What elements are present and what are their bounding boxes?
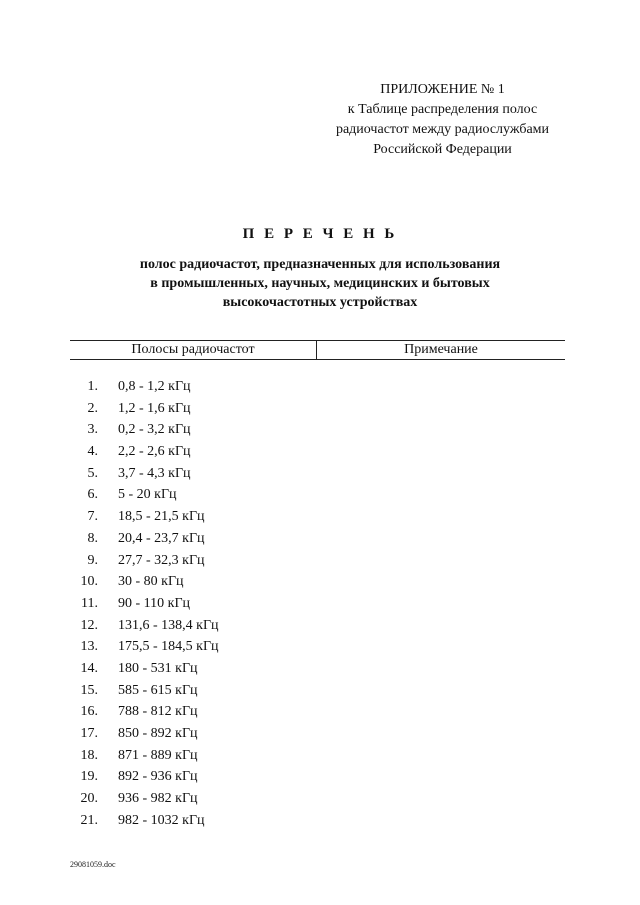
row-number: 18.: [80, 747, 98, 763]
row-number: 4.: [87, 444, 98, 460]
frequency-band: 2,2 - 2,6 кГц: [118, 444, 191, 460]
frequency-band: 936 - 982 кГц: [118, 791, 198, 807]
row-number: 8.: [87, 530, 98, 546]
frequency-band: 585 - 615 кГц: [118, 682, 198, 698]
file-name: 29081059.doc: [70, 860, 116, 869]
table-row: [70, 398, 565, 420]
table-row: [70, 701, 565, 723]
table-row: [70, 571, 565, 593]
frequency-band: 0,8 - 1,2 кГц: [118, 379, 191, 394]
frequency-band: 18,5 - 21,5 кГц: [118, 509, 205, 525]
table-row: [70, 723, 565, 745]
row-number: 11.: [81, 595, 98, 611]
row-number: 17.: [80, 726, 98, 741]
row-number: 16.: [80, 704, 98, 720]
frequency-band: 30 - 80 кГц: [118, 574, 184, 590]
table-row: [70, 636, 565, 658]
table-row: [70, 419, 565, 441]
row-number: 10.: [80, 574, 98, 590]
table-row: [70, 766, 565, 788]
appendix-line: радиочастот между радиослужбами: [335, 122, 550, 137]
row-number: 6.: [87, 487, 98, 503]
frequency-band: 850 - 892 кГц: [118, 726, 198, 741]
frequency-band: 871 - 889 кГц: [118, 747, 198, 763]
appendix-reference: [300, 80, 585, 160]
frequency-band-list: [70, 376, 565, 831]
frequency-band: 180 - 531 кГц: [118, 660, 198, 676]
document-heading: [80, 226, 560, 312]
table-row: [70, 680, 565, 702]
table-row: [70, 550, 565, 572]
frequency-band: 892 - 936 кГц: [118, 769, 198, 785]
appendix-title: ПРИЛОЖЕНИЕ № 1: [380, 82, 505, 97]
table-row: [70, 593, 565, 615]
frequency-band: 788 - 812 кГц: [118, 704, 198, 720]
subtitle-line: высокочастотных устройствах: [222, 295, 418, 310]
table-row: [70, 441, 565, 463]
frequency-band: 27,7 - 32,3 кГц: [118, 552, 205, 568]
frequency-band: 175,5 - 184,5 кГц: [118, 639, 219, 655]
table-row: [70, 376, 565, 398]
column-header-notes: Примечание: [404, 342, 478, 357]
row-number: 2.: [87, 400, 98, 416]
frequency-band: 20,4 - 23,7 кГц: [118, 530, 205, 546]
document-subtitle: [80, 255, 560, 312]
table-row: [70, 810, 565, 832]
table-row: [70, 484, 565, 506]
column-header-bands: Полосы радиочастот: [131, 342, 255, 357]
frequency-band: 131,6 - 138,4 кГц: [118, 617, 219, 633]
table-row: [70, 528, 565, 550]
frequency-band: 3,7 - 4,3 кГц: [118, 465, 191, 481]
subtitle-line: полос радиочастот, предназначенных для использования: [139, 257, 501, 272]
row-number: 1.: [87, 379, 98, 394]
row-number: 5.: [87, 465, 98, 481]
row-number: 19.: [80, 769, 98, 785]
row-number: 21.: [80, 812, 98, 828]
appendix-line: Российской Федерации: [373, 142, 512, 157]
row-number: 9.: [87, 552, 98, 568]
row-number: 14.: [80, 660, 98, 676]
row-number: 7.: [87, 509, 98, 525]
frequency-band: 1,2 - 1,6 кГц: [118, 400, 191, 416]
frequency-band: 0,2 - 3,2 кГц: [118, 422, 191, 438]
subtitle-line: в промышленных, научных, медицинских и бытовых: [150, 276, 490, 291]
row-number: 13.: [80, 639, 98, 655]
table-row: [70, 788, 565, 810]
row-number: 12.: [80, 617, 98, 633]
frequency-band: 982 - 1032 кГц: [118, 812, 205, 828]
row-number: 3.: [87, 422, 98, 438]
table-row: [70, 506, 565, 528]
table-row: [70, 745, 565, 767]
table-row: [70, 463, 565, 485]
appendix-line: к Таблице распределения полос: [347, 102, 538, 117]
table-row: [70, 658, 565, 680]
table-row: [70, 615, 565, 637]
frequency-band: 90 - 110 кГц: [118, 595, 191, 611]
frequency-band: 5 - 20 кГц: [118, 487, 177, 503]
row-number: 20.: [80, 791, 98, 807]
document-title: П Е Р Е Ч Е Н Ь: [242, 226, 398, 242]
table-header: [70, 340, 565, 360]
row-number: 15.: [80, 682, 98, 698]
